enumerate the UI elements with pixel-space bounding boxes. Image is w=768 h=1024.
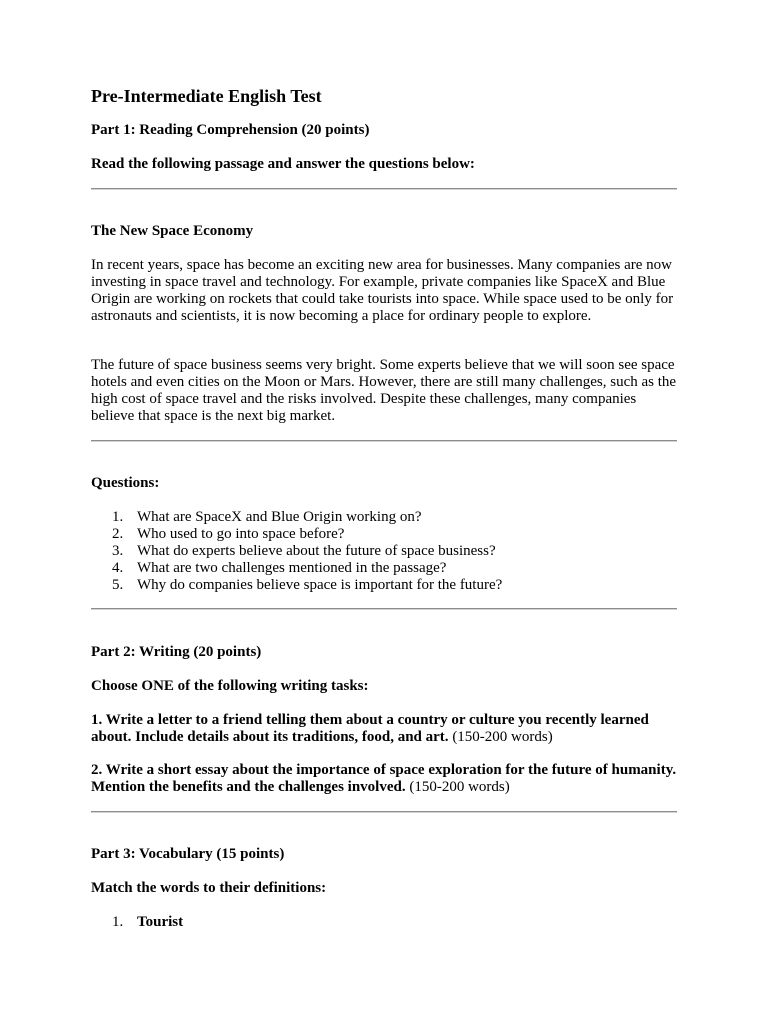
list-item-text: What do experts believe about the future of space business? <box>137 543 496 559</box>
divider <box>91 608 677 610</box>
writing-task-2 <box>91 762 677 796</box>
questions-heading: Questions: <box>91 475 160 491</box>
divider <box>91 188 677 190</box>
part1-heading: Part 1: Reading Comprehension (20 points) <box>91 122 370 138</box>
part3-instruction: Match the words to their definitions: <box>91 880 327 896</box>
part1-instruction: Read the following passage and answer the questions below: <box>91 156 475 172</box>
list-item <box>91 560 502 577</box>
writing-task-2-prompt: 2. Write a short essay about the importance of space exploration for the future of humanity. Mention the benefits and the challenges involved. <box>91 762 677 795</box>
list-item-number: 4. <box>112 560 124 576</box>
questions-list <box>91 509 502 594</box>
divider <box>91 811 677 813</box>
page-title: Pre-Intermediate English Test <box>91 86 322 106</box>
writing-task-2-word-count: (150-200 words) <box>405 779 510 795</box>
list-item-number: 2. <box>112 526 124 542</box>
passage-title: The New Space Economy <box>91 223 254 239</box>
list-item-text: What are SpaceX and Blue Origin working on? <box>137 509 422 525</box>
list-item <box>91 526 502 543</box>
list-item <box>112 914 183 931</box>
list-item <box>91 577 502 594</box>
passage-paragraph-1: In recent years, space has become an exciting new area for businesses. Many companies are now investing in space travel and technology. For example, private companies like SpaceX and Blue Origin are working on rockets that could take tourists into space. While space used to be only for astronauts and scientists, it is now becoming a place for ordinary people to explore. <box>91 257 674 324</box>
list-item <box>91 509 502 526</box>
list-item-text: Who used to go into space before? <box>137 526 345 542</box>
passage-paragraph-2: The future of space business seems very bright. Some experts believe that we will soon see space hotels and even cities on the Moon or Mars. However, there are still many challenges, such as the high cost of space travel and the risks involved. Despite these challenges, many companies believe that space is the next big market. <box>91 357 677 424</box>
writing-task-1-word-count: (150-200 words) <box>448 729 553 745</box>
list-item-number: 5. <box>112 577 124 593</box>
part2-instruction: Choose ONE of the following writing tasks: <box>91 678 369 694</box>
writing-task-1 <box>91 712 677 746</box>
list-item-number: 3. <box>112 543 124 559</box>
list-item-text: Why do companies believe space is important for the future? <box>137 577 503 593</box>
list-item-number: 1. <box>112 509 124 525</box>
list-item <box>91 543 502 560</box>
writing-task-1-prompt: 1. Write a letter to a friend telling them about a country or culture you recently learned about. Include details about its traditions, food, and art. <box>91 712 649 745</box>
part3-heading: Part 3: Vocabulary (15 points) <box>91 846 285 862</box>
list-item-number: 1. <box>112 914 124 930</box>
part2-heading: Part 2: Writing (20 points) <box>91 644 262 660</box>
vocab-word: Tourist <box>137 914 184 930</box>
list-item-text: What are two challenges mentioned in the passage? <box>137 560 447 576</box>
divider <box>91 440 677 442</box>
